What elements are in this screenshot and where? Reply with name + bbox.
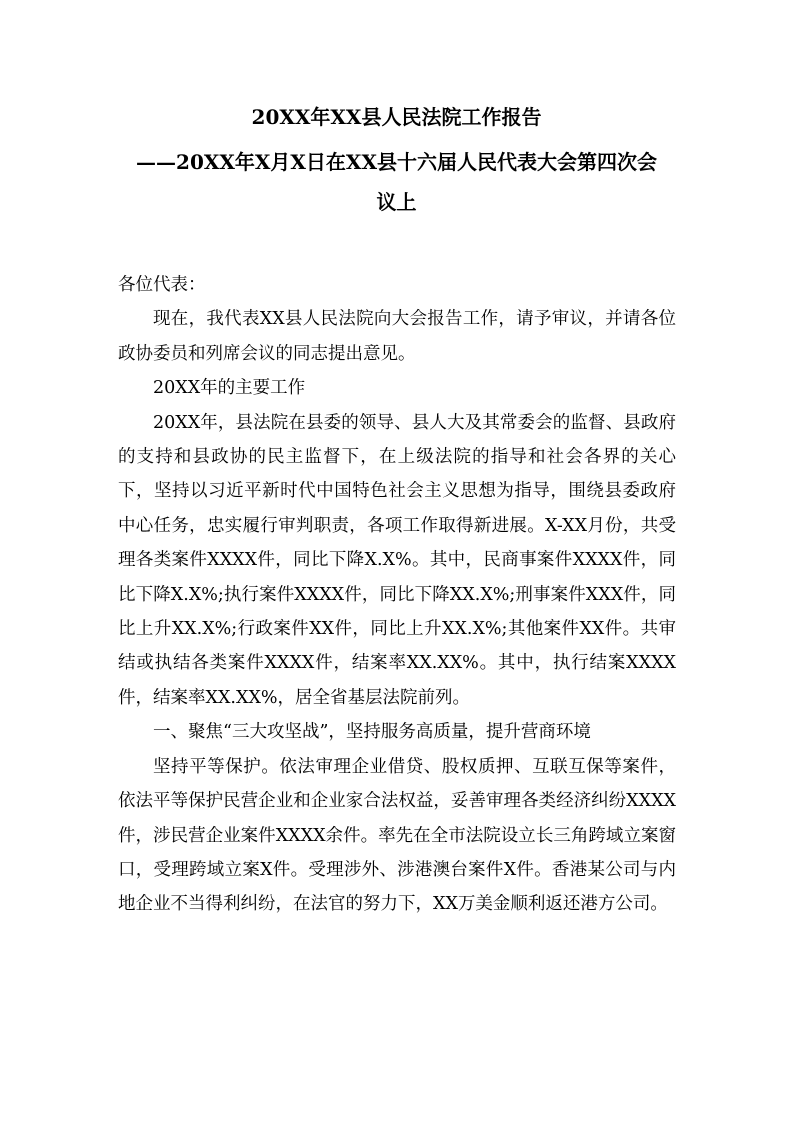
salutation: 各位代表： [118, 275, 206, 295]
document-subtitle-line1: ——20XX年X月X日在XX县十六届人民代表大会第四次会 [136, 150, 657, 174]
paragraph-summary: 20XX年，县法院在县委的领导、县人大及其常委会的监督、县政府的支持和县政协的民主监督下，在上级法院的指导和社会各界的关心下，坚持以习近平新时代中国特色社会主义思想为指导，围绕县委政府中心任务，忠实履行审判职责，各项工作取得新进展。X-XX月份，共受理各类案件XXXX件，同比下降X.X%。其中，民商事案件XXXX件，同比下降X.X%;执行案件XXXX件，同比下降XX.X%;刑事案件XXX件，同比上升XX.X%;行政案件XX件，同比上升XX.X%;其他案件XX件。共审结或执结各类案件XXXX件，结案率XX.XX%。其中，执行结案XXXX件，结案率XX.XX%，居全省基层法院前列。 [118, 412, 676, 708]
document-body [118, 268, 676, 922]
paragraph-equal-protection: 坚持平等保护。依法审理企业借贷、股权质押、互联互保等案件，依法平等保护民营企业和企业家合法权益，妥善审理各类经济纠纷XXXX件，涉民营企业案件XXXX余件。率先在全市法院设立长三角跨域立案窗口，受理跨域立案X件。受理涉外、涉港澳台案件X件。香港某公司与内地企业不当得利纠纷，在法官的努力下，XX万美金顺利返还港方公司。 [118, 756, 676, 915]
paragraph-opening: 现在，我代表XX县人民法院向大会报告工作，请予审议，并请各位政协委员和列席会议的同志提出意见。 [118, 309, 676, 364]
document-title: 20XX年XX县人民法院工作报告 [251, 105, 542, 129]
section-heading-main-work: 20XX年的主要工作 [153, 378, 306, 399]
section-heading-one: 一、聚焦“三大攻坚战”，坚持服务高质量，提升营商环境 [153, 722, 591, 743]
document-subtitle-line2: 议上 [376, 190, 417, 214]
